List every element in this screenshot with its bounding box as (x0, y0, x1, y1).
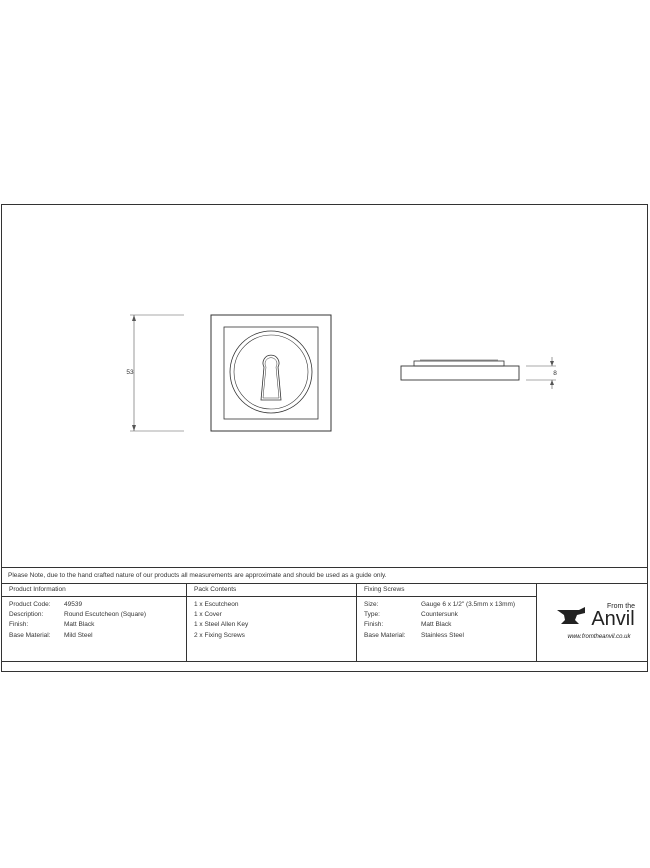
pack-item: 1 x Cover (194, 611, 222, 619)
product-information-section (2, 584, 187, 661)
row-label: Size: (364, 601, 379, 608)
logo-from-the: From the (606, 603, 636, 610)
fixing-screws-heading: Fixing Screws (357, 584, 536, 597)
pack-contents-heading: Pack Contents (187, 584, 356, 597)
side-view-rose (414, 361, 504, 366)
drawing-svg (2, 205, 647, 567)
pack-contents-section (187, 584, 357, 661)
brand-logo-section (537, 584, 647, 661)
logo-url: www.fromtheanvil.co.uk (567, 634, 631, 640)
row-value: 49539 (64, 601, 83, 608)
base-material-row (9, 631, 186, 641)
row-label: Product Code: (9, 601, 51, 608)
row-value: Gauge 6 x 1/2" (3.5mm x 13mm) (421, 601, 516, 608)
dim-depth-arrow-bottom (550, 380, 554, 385)
measurement-note: Please Note, due to the hand crafted nature of our products all measurements are approximate and should be used as a guide only. (2, 567, 647, 584)
row-label: Finish: (364, 621, 384, 629)
escutcheon-rose-outer (230, 331, 312, 413)
logo-brand: Anvil (591, 608, 635, 630)
row-label: Type: (364, 611, 380, 619)
table-bottom-rule (2, 661, 647, 662)
anvil-icon (557, 607, 585, 624)
dim-height-arrow-top (132, 315, 136, 321)
product-information-heading: Product Information (2, 584, 186, 597)
row-label: Base Material: (9, 631, 51, 639)
pack-item: 2 x Fixing Screws (194, 631, 245, 639)
row-value: Round Escutcheon (Square) (64, 611, 147, 619)
description-row (9, 610, 186, 620)
dim-height-arrow-bottom (132, 425, 136, 431)
screw-size-row (364, 600, 536, 610)
dim-height-label: 53 (126, 369, 134, 376)
keyhole-inner (263, 358, 279, 398)
row-label: Finish: (9, 621, 29, 629)
row-label: Description: (9, 611, 44, 619)
row-value: Matt Black (64, 621, 95, 629)
row-value: Stainless Steel (421, 631, 464, 639)
anvil-logo (555, 596, 645, 646)
pack-item: 1 x Escutcheon (194, 601, 239, 608)
pack-item: 1 x Steel Allen Key (194, 621, 249, 629)
dim-depth-label: 8 (553, 370, 557, 377)
row-value: Matt Black (421, 621, 452, 629)
keyhole-outline (261, 355, 281, 400)
screw-type-row (364, 610, 536, 620)
product-code-row (9, 600, 186, 610)
technical-drawing (2, 205, 647, 567)
screw-finish-row (364, 620, 536, 630)
row-label: Base Material: (364, 631, 406, 639)
spec-table (2, 584, 647, 661)
escutcheon-inner-square (224, 327, 318, 419)
row-value: Countersunk (421, 611, 458, 619)
finish-row (9, 620, 186, 630)
escutcheon-outer-square (211, 315, 331, 431)
screw-base-material-row (364, 631, 536, 641)
dim-depth-arrow-top (550, 361, 554, 366)
fixing-screws-section (357, 584, 537, 661)
side-view-base (401, 366, 519, 380)
row-value: Mild Steel (64, 631, 93, 639)
drawing-sheet (1, 204, 648, 672)
